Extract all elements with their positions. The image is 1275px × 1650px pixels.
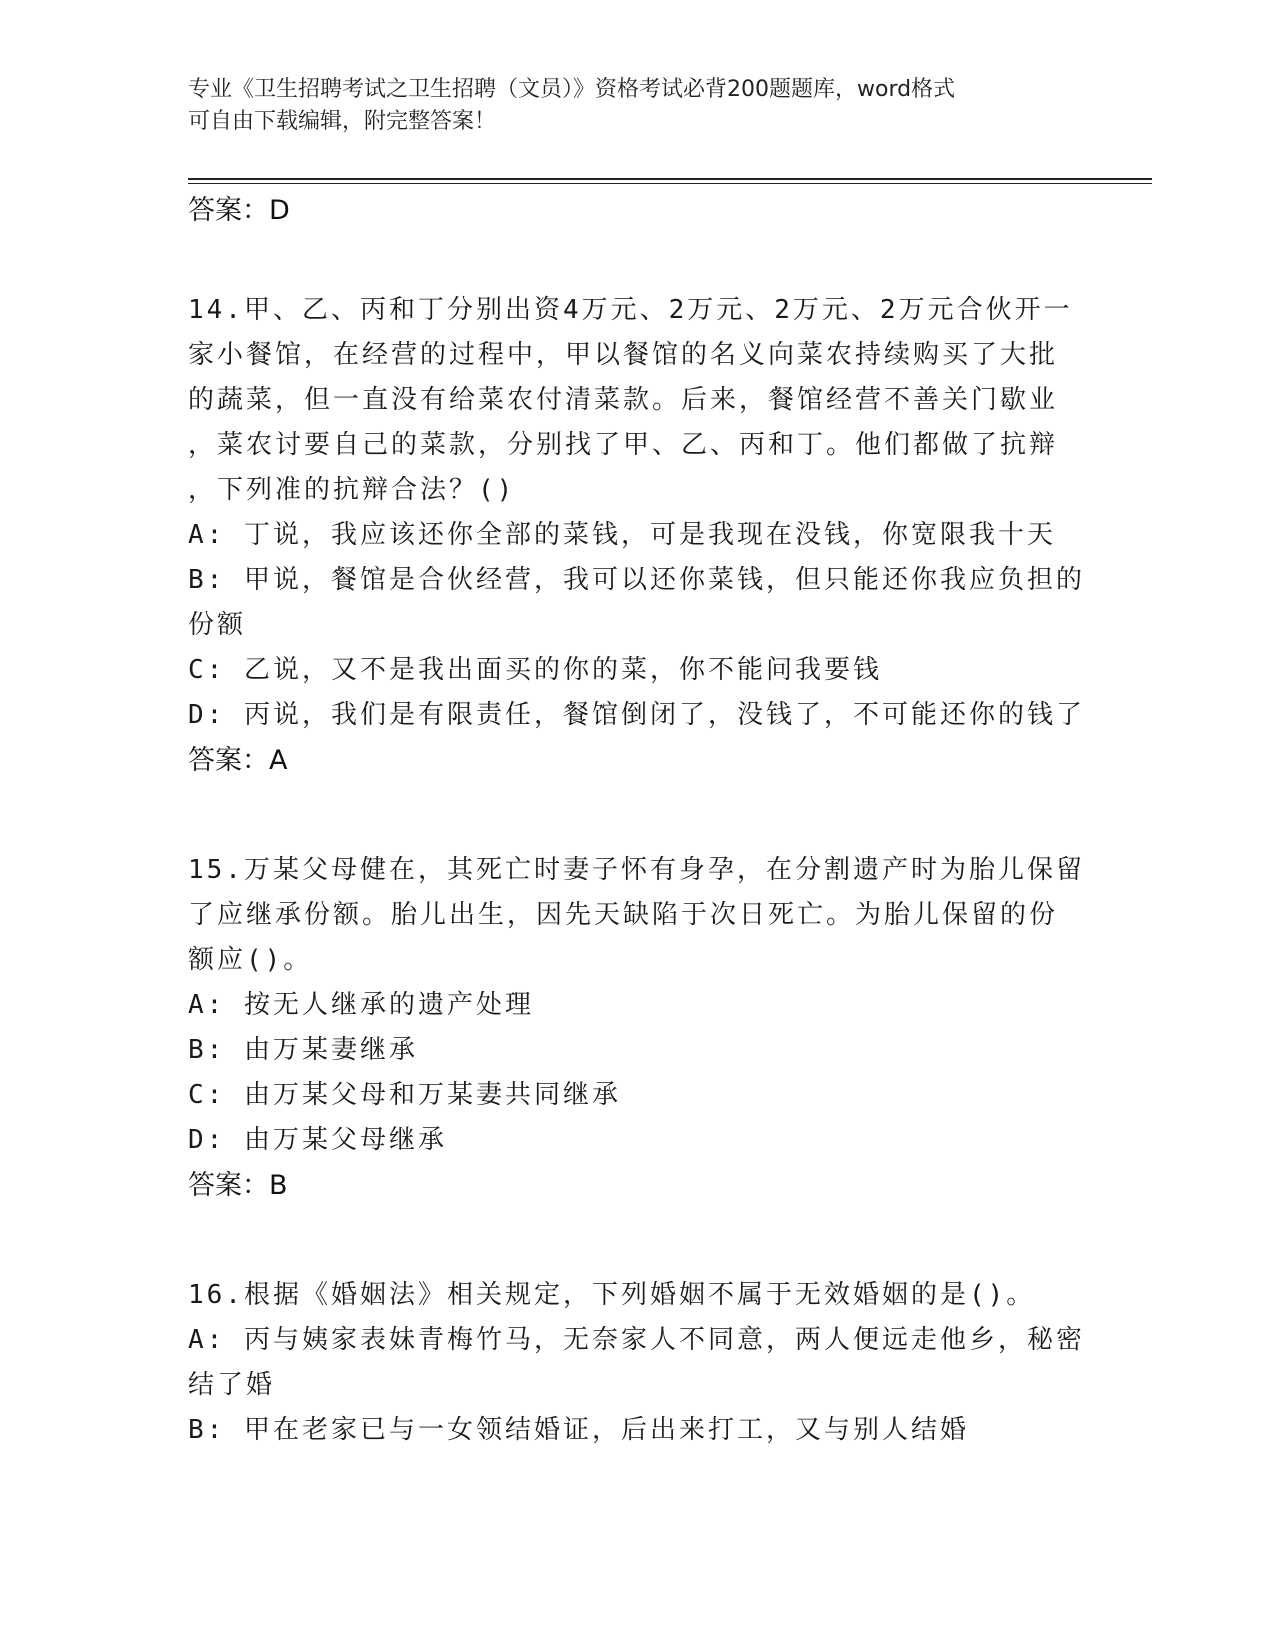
question-text-line: 14.甲、乙、丙和丁分别出资4万元、2万元、2万元、2万元合伙开一 bbox=[188, 295, 1073, 325]
option-b: B: 由万某妻继承 bbox=[188, 1035, 418, 1065]
question-text-line: 了应继承份额。胎儿出生，因先天缺陷于次日死亡。为胎儿保留的份 bbox=[188, 900, 1059, 930]
option-c: C: 由万某父母和万某妻共同继承 bbox=[188, 1080, 621, 1110]
question-text-line: 15.万某父母健在，其死亡时妻子怀有身孕，在分割遗产时为胎儿保留 bbox=[188, 855, 1085, 885]
option-b-continued: 份额 bbox=[188, 610, 247, 640]
option-a: A: 丁说，我应该还你全部的菜钱，可是我现在没钱，你宽限我十天 bbox=[188, 520, 1056, 550]
spacer bbox=[188, 784, 1088, 848]
question-text-line: ，下列准的抗辩合法？() bbox=[188, 475, 516, 505]
header-line-2: 可自由下载编辑，附完整答案！ bbox=[188, 109, 497, 134]
question-text-line: 16.根据《婚姻法》相关规定，下列婚姻不属于无效婚姻的是()。 bbox=[188, 1280, 1036, 1310]
option-a: A: 丙与姨家表妹青梅竹马，无奈家人不同意，两人便远走他乡，秘密 bbox=[188, 1325, 1085, 1355]
question-15 bbox=[188, 848, 1088, 1209]
header-divider-thick bbox=[188, 178, 1152, 180]
document-header bbox=[188, 74, 1088, 138]
spacer bbox=[188, 1209, 1088, 1273]
document-body bbox=[188, 188, 1088, 1453]
header-line-1: 专业《卫生招聘考试之卫生招聘（文员）》资格考试必背200题题库，word格式 bbox=[188, 77, 956, 102]
option-d: D: 丙说，我们是有限责任，餐馆倒闭了，没钱了，不可能还你的钱了 bbox=[188, 700, 1085, 730]
question-16 bbox=[188, 1273, 1088, 1453]
option-c: C: 乙说，又不是我出面买的你的菜，你不能问我要钱 bbox=[188, 655, 882, 685]
question-text-line: 额应()。 bbox=[188, 945, 313, 975]
option-b: B: 甲在老家已与一女领结婚证，后出来打工，又与别人结婚 bbox=[188, 1415, 969, 1445]
option-a: A: 按无人继承的遗产处理 bbox=[188, 990, 534, 1020]
question-text-line: ，菜农讨要自己的菜款，分别找了甲、乙、丙和丁。他们都做了抗辩 bbox=[188, 430, 1059, 460]
question-text-line: 家小餐馆，在经营的过程中，甲以餐馆的名义向菜农持续购买了大批 bbox=[188, 340, 1059, 370]
answer-15: 答案：B bbox=[188, 1170, 288, 1201]
question-text-line: 的蔬菜，但一直没有给菜农付清菜款。后来，餐馆经营不善关门歇业 bbox=[188, 385, 1059, 415]
previous-answer: 答案：D bbox=[188, 195, 290, 226]
question-14 bbox=[188, 288, 1088, 784]
option-d: D: 由万某父母继承 bbox=[188, 1125, 447, 1155]
spacer bbox=[188, 234, 1088, 288]
answer-14: 答案：A bbox=[188, 745, 288, 776]
header-divider-thin bbox=[188, 183, 1152, 184]
option-b: B: 甲说，餐馆是合伙经营，我可以还你菜钱，但只能还你我应负担的 bbox=[188, 565, 1085, 595]
option-a-continued: 结了婚 bbox=[188, 1370, 276, 1400]
